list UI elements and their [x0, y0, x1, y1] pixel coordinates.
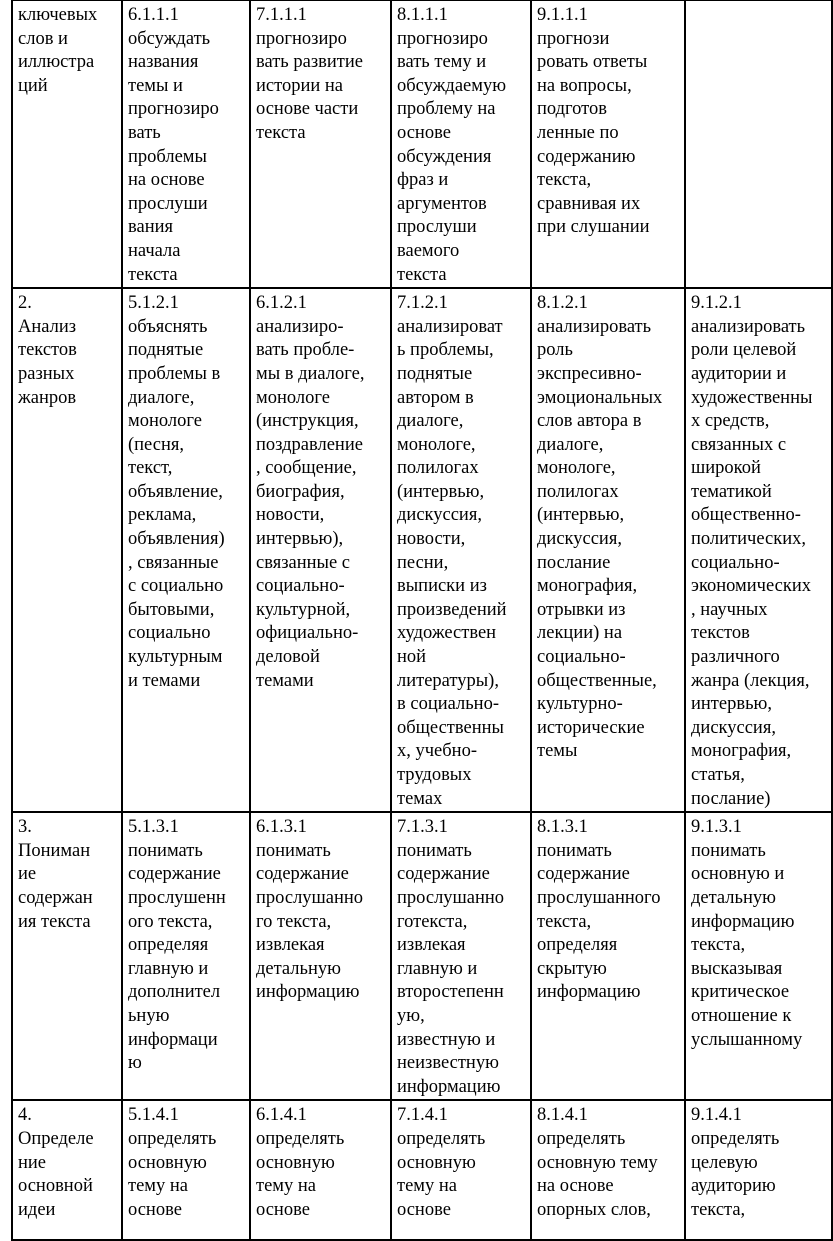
- grade-5-cell: 5.1.3.1 понимать содержание прослушенн ого текста, определяя главную и дополнител ьную информаци ю: [122, 812, 250, 1100]
- empty-cell: [685, 0, 832, 288]
- grade-8-cell: 8.1.4.1 определять основную тему на основе опорных слов,: [531, 1100, 685, 1240]
- grade-5-cell: 5.1.2.1 объяснять поднятые проблемы в диалоге, монологе (песня, текст, объявление, реклама, объявления) , связанные с социально бытовыми, социально культурным и темами: [122, 288, 250, 812]
- grade-6-cell: 6.1.3.1 понимать содержание прослушанно го текста, извлекая детальную информацию: [250, 812, 391, 1100]
- table-row: [12, 0, 832, 288]
- table-row: [12, 812, 832, 1100]
- grade-7-cell: 7.1.4.1 определять основную тему на основе: [391, 1100, 531, 1240]
- grade-8-cell: 8.1.2.1 анализировать роль экспресивно- эмоциональных слов автора в диалоге, монологе, полилогах (интервью, дискуссия, послание монография, отрывки из лекции) на социально- общественные, культурно- исторические темы: [531, 288, 685, 812]
- grade-9-cell: 9.1.4.1 определять целевую аудиторию текста,: [685, 1100, 832, 1240]
- grade-7-cell: 7.1.3.1 понимать содержание прослушанно готекста, извлекая главную и второстепенн ую, известную и неизвестную информацию: [391, 812, 531, 1100]
- section-cell: 3. Пониман ие содержан ия текста: [12, 812, 122, 1100]
- grade-9-cell: 9.1.2.1 анализировать роли целевой аудитории и художественны х средств, связанных с широкой тематикой общественно- политических, социально- экономических , научных текстов различного жанра (лекция, интервью, дискуссия, монография, статья, послание): [685, 288, 832, 812]
- grade-5-6-cell: 6.1.1.1 обсуждать названия темы и прогнозиро вать проблемы на основе прослуши вания начала текста: [122, 0, 250, 288]
- grade-5-cell: 5.1.4.1 определять основную тему на основе: [122, 1100, 250, 1240]
- grade-6-cell: 6.1.4.1 определять основную тему на основе: [250, 1100, 391, 1240]
- grade-8-cell: 8.1.1.1 прогнозиро вать тему и обсуждаемую проблему на основе обсуждения фраз и аргументов прослуши ваемого текста: [391, 0, 531, 288]
- section-cell: 2. Анализ текстов разных жанров: [12, 288, 122, 812]
- grade-9-cell: 9.1.1.1 прогнози ровать ответы на вопросы, подготов ленные по содержанию текста, сравнивая их при слушании: [531, 0, 685, 288]
- grade-8-cell: 8.1.3.1 понимать содержание прослушанного текста, определяя скрытую информацию: [531, 812, 685, 1100]
- grade-7-cell: 7.1.2.1 анализироват ь проблемы, поднятые автором в диалоге, монологе, полилогах (интервью, дискуссия, новости, песни, выписки из произведений художествен ной литературы), в социально- общественны х, учебно- трудовых темах: [391, 288, 531, 812]
- grade-6-cell: 6.1.2.1 анализиро- вать пробле- мы в диалоге, монологе (инструкция, поздравление , сообщение, биография, новости, интервью), связанные с социально- культурной, официально- деловой темами: [250, 288, 391, 812]
- section-cell: ключевых слов и иллюстра ций: [12, 0, 122, 288]
- curriculum-table: [11, 0, 833, 1241]
- table-row: [12, 288, 832, 812]
- grade-9-cell: 9.1.3.1 понимать основную и детальную информацию текста, высказывая критическое отношение к услышанному: [685, 812, 832, 1100]
- grade-7-cell: 7.1.1.1 прогнозиро вать развитие истории на основе части текста: [250, 0, 391, 288]
- section-cell: 4. Определе ние основной идеи: [12, 1100, 122, 1240]
- table-row: [12, 1100, 832, 1240]
